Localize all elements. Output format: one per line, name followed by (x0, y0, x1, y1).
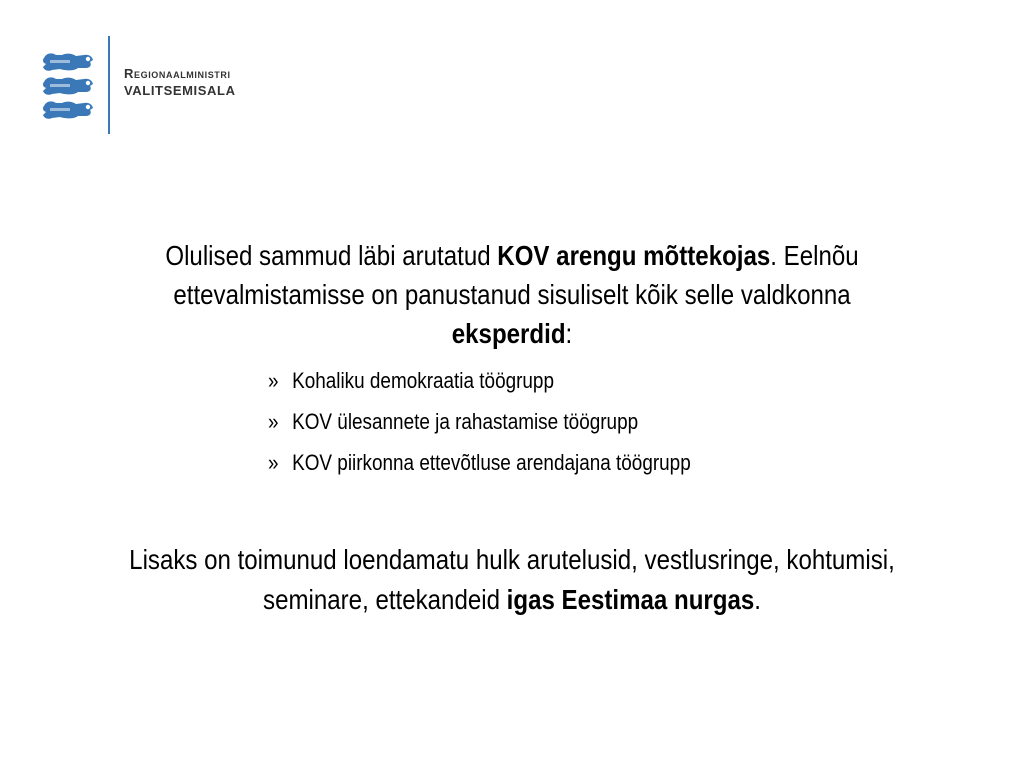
intro-bold-b: eksperdid (451, 318, 566, 349)
bullet-marker: » (268, 409, 279, 434)
intro-text-c: : (565, 318, 573, 349)
logo-divider (108, 36, 110, 134)
org-name-line1 (124, 65, 236, 82)
intro-text-b: . Eelnõu ettevalmistamisse on panustanud sisuliselt kõik selle valdkonna (173, 240, 859, 310)
bullet-marker: » (268, 450, 279, 475)
summary-paragraph (97, 540, 926, 620)
list-item (268, 366, 691, 396)
summary-text-a: Lisaks on toimunud loendamatu hulk arutelusid, vestlusringe, kohtumisi, seminare, ettekandeid (129, 544, 895, 615)
intro-text-a: Olulised sammud läbi arutatud (165, 240, 498, 271)
list-item-text: Kohaliku demokraatia töögrupp (292, 368, 554, 393)
workgroup-list (268, 366, 691, 489)
estonian-coat-of-arms-icon (40, 50, 96, 122)
intro-bold-a: KOV arengu mõttekojas (497, 240, 771, 271)
summary-bold-a: igas Eestimaa nurgas (506, 584, 755, 615)
intro-paragraph (140, 236, 883, 353)
list-item (268, 448, 691, 478)
org-name-rest: egionaalministri (134, 66, 231, 81)
org-name (124, 65, 236, 99)
org-name-initial: R (124, 66, 134, 81)
bullet-marker: » (268, 368, 279, 393)
list-item (268, 407, 691, 437)
list-item-text: KOV piirkonna ettevõtluse arendajana töögrupp (292, 450, 691, 475)
list-item-text: KOV ülesannete ja rahastamise töögrupp (292, 409, 639, 434)
org-name-line2: VALITSEMISALA (124, 83, 236, 98)
summary-text-b: . (754, 584, 761, 615)
